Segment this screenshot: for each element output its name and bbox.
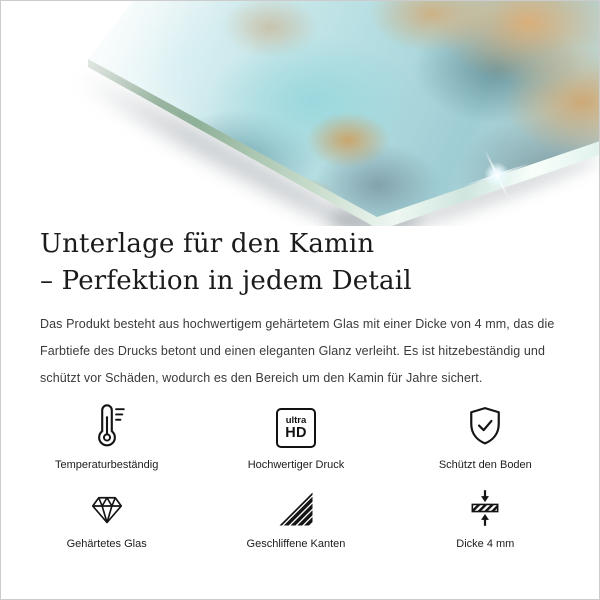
feature-label: Geschliffene Kanten bbox=[246, 538, 346, 550]
feature-label: Schützt den Boden bbox=[438, 459, 532, 471]
feature-polished-edges bbox=[201, 491, 390, 552]
feature-grid bbox=[12, 400, 580, 552]
page-title-line2: – Perfektion in jedem Detail bbox=[40, 266, 412, 296]
feature-label: Dicke 4 mm bbox=[456, 538, 515, 550]
ultra-hd-icon: ultra HD bbox=[276, 408, 316, 448]
page-title-line1: Unterlage für den Kamin bbox=[40, 229, 375, 259]
feature-print-quality bbox=[201, 400, 390, 473]
diamond-icon bbox=[89, 491, 125, 527]
polished-edges-icon bbox=[278, 491, 314, 527]
feature-tempered-glass bbox=[12, 491, 201, 552]
feature-thickness bbox=[391, 491, 580, 552]
page-title bbox=[40, 226, 412, 300]
feature-temperature bbox=[12, 400, 201, 473]
shield-check-icon bbox=[463, 404, 507, 448]
description-line: schützt vor Schäden, wodurch es den Bereich um den Kamin für Jahre sichert. bbox=[40, 371, 483, 385]
product-photo bbox=[0, 0, 600, 226]
feature-label: Temperaturbeständig bbox=[54, 459, 159, 471]
description-line: Das Produkt besteht aus hochwertigem gehärtetem Glas mit einer Dicke von 4 mm, das die bbox=[40, 317, 555, 331]
thermometer-icon bbox=[84, 402, 130, 448]
feature-floor-protection bbox=[391, 400, 580, 473]
product-description bbox=[40, 311, 554, 392]
thickness-arrows-icon bbox=[466, 489, 504, 527]
description-line: Farbtiefe des Drucks betont und einen eleganten Glanz verleiht. Es ist hitzebeständig und bbox=[40, 344, 546, 358]
feature-label: Hochwertiger Druck bbox=[247, 459, 345, 471]
feature-label: Gehärtetes Glas bbox=[66, 538, 147, 550]
